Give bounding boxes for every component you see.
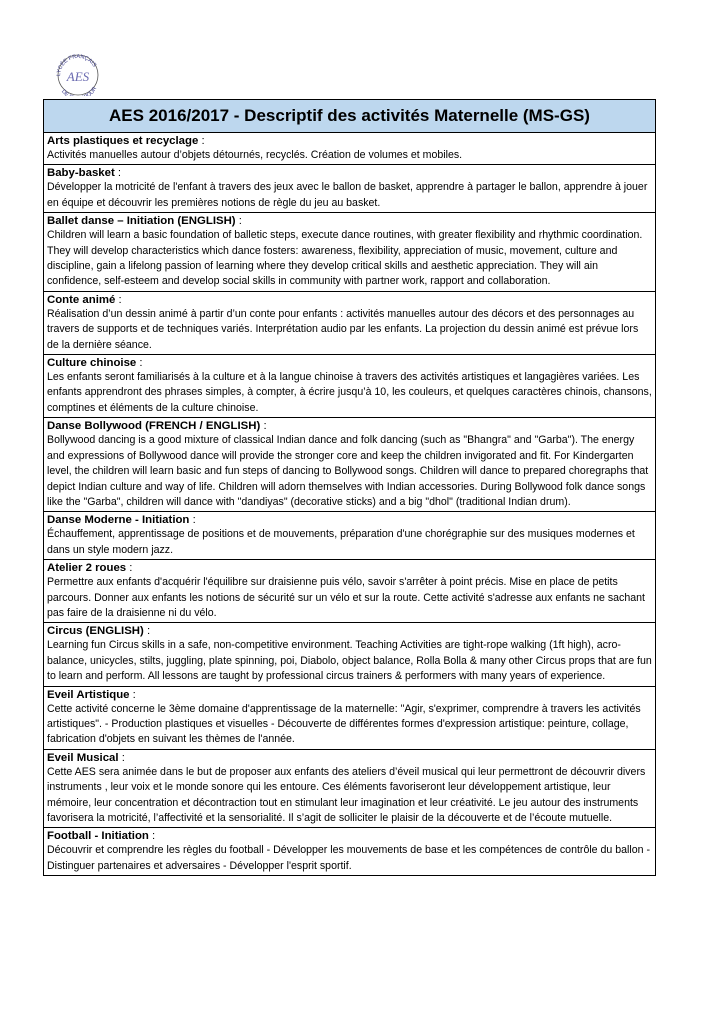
activity-row	[44, 133, 655, 165]
activity-row	[44, 418, 655, 512]
activity-name: Eveil Musical	[47, 751, 119, 764]
activity-colon: :	[235, 215, 242, 228]
logo-text-bottom: DE OUR	[59, 86, 99, 96]
activity-colon: :	[115, 293, 122, 306]
activity-row	[44, 355, 655, 418]
activity-title	[47, 751, 652, 765]
activity-description: Activités manuelles autour d’objets détournés, recyclés. Création de volumes et mobiles.	[47, 149, 463, 161]
activity-title	[47, 293, 652, 307]
activity-title	[47, 166, 652, 180]
activity-description: Permettre aux enfants d'acquérir l'équilibre sur draisienne puis vélo, savoir s'arrêter à point précis. Mise en place de petits parcours. Donner aux enfants les notions de sécurité sur un vélo et sur la route. Cette activité s'adresse aux enfants ne sachant pas faire de la draisienne ni du vélo.	[47, 576, 645, 619]
school-logo	[50, 50, 106, 96]
activity-title	[47, 134, 652, 148]
activity-row	[44, 292, 655, 355]
activity-name: Eveil Artistique	[47, 688, 130, 701]
activity-colon: :	[136, 357, 143, 370]
activity-row	[44, 560, 655, 623]
activity-title	[47, 356, 652, 370]
activity-row	[44, 512, 655, 560]
activity-description: Children will learn a basic foundation of balletic steps, execute dance routines, with greater flexibility and rhythmic coordination. They will develop characteristics which dance fosters: awareness, flexibility, appreciation of music, movement, culture and discipline, gain a lifelong passion of learning where they develop critical skills and aesthetic appreciation. They will ain confidence, self-esteem and develop social skills in community with partner work, rapport and collaboration.	[47, 229, 643, 288]
activity-row	[44, 750, 655, 829]
activity-title	[47, 561, 652, 575]
activity-description: Cette AES sera animée dans le but de proposer aux enfants des ateliers d’éveil musical qui leur permettront de découvrir divers instruments , leur voix et le monde sonore qui les entoure. Ces éléments favoriseront leur développement artistique, leur mémoire, leur concentration et décontraction tout en stimulant leur imagination et leur créativité. Le jeu autour des instruments favorisera la motricité, l’affectivité et la sensorialité. Il s’agit de solliciter le plaisir de la découverte et de l’écoute mutuelle.	[47, 765, 646, 824]
activity-description: Bollywood dancing is a good mixture of classical Indian dance and folk dancing (such as "Bhangra" and "Garba"). The energy and expressions of Bollywood dance will provide the stronger core and keep the children invigorated and fit. For Kindergarten level, the children will learn basic and fun steps of dancing to Bollywood songs. Children will dance to prepared choregraphs that depict Indian culture and way of life. Children will adorn themselves with Indian accessories. During Bollywood folk dance songs like the "Garba", children will dance with "dandiyas" (decorative sticks) and a big "dhol" (traditional Indian drum).	[47, 434, 649, 508]
activity-description: Les enfants seront familiarisés à la culture et à la langue chinoise à travers des activités artistiques et langagières variées. Les enfants apprendront des phrases simples, à compter, à écrire jusqu’à 10, les couleurs, et quelques caractères chinois, chansons, comptines et éléments de la culture chinoise.	[47, 371, 652, 414]
activity-row	[44, 623, 655, 686]
activity-row	[44, 828, 655, 875]
activity-colon: :	[148, 830, 156, 843]
activity-title	[47, 688, 652, 702]
activity-title	[47, 419, 652, 433]
activity-name: Football - Initiation	[47, 830, 149, 843]
activity-colon: :	[260, 420, 267, 433]
activity-row	[44, 165, 655, 213]
activity-description: Échauffement, apprentissage de positions et de mouvements, préparation d'une chorégraphie sur des musiques modernes et dans un style modern jazz.	[47, 528, 635, 556]
activity-name: Atelier 2 roues	[47, 562, 127, 575]
activity-description: Développer la motricité de l'enfant à travers des jeux avec le ballon de basket, apprendre à partager le ballon, apprendre à jouer en équipe et découvrir les premières notions de règle du jeu au basket.	[47, 181, 648, 209]
activity-name: Conte animé	[47, 293, 116, 306]
activity-description: Découvrir et comprendre les règles du football - Développer les mouvements de base et les compétences de contrôle du ballon - Distinguer partenaires et adversaires - Développer l'esprit sportif.	[47, 844, 650, 872]
activity-name: Baby-basket	[47, 167, 115, 180]
activity-row	[44, 213, 655, 292]
logo-monogram: AES	[66, 69, 90, 84]
activity-title	[47, 513, 652, 527]
activity-title	[47, 214, 652, 228]
activity-description: Cette activité concerne le 3ème domaine d'apprentissage de la maternelle: "Agir, s'exprimer, comprendre à travers les activités artistiques". - Production plastiques et visuelles - Découverte de différentes formes d'expression artistique: peinture, collage, fabrication d'objets en suivant les thèmes de l'année.	[47, 702, 641, 746]
activity-colon: :	[129, 688, 136, 701]
activity-name: Danse Bollywood (FRENCH / ENGLISH)	[47, 420, 261, 433]
activity-colon: :	[126, 562, 133, 575]
activity-title	[47, 624, 652, 638]
activity-name: Arts plastiques et recyclage	[47, 135, 199, 147]
activity-row	[44, 687, 655, 750]
activities-table	[43, 99, 656, 876]
logo-text-top: LYCÉE FRANÇAIS	[55, 53, 98, 77]
activity-description: Réalisation d’un dessin animé à partir d’un conte pour enfants : activités manuelles autour des décors et des personnages au travers de supports et de techniques variés. Interprétation audio par les enfants. La projection du dessin animé est prévue lors de la dernière séance.	[47, 307, 639, 351]
activity-name: Danse Moderne - Initiation	[47, 514, 190, 527]
activity-name: Circus (ENGLISH)	[47, 625, 144, 638]
page-title: AES 2016/2017 - Descriptif des activités Maternelle (MS-GS)	[44, 100, 655, 133]
activity-colon: :	[118, 751, 125, 764]
activity-description: Learning fun Circus skills in a safe, non-competitive environment. Teaching Activities are tight-rope walking (1ft high), acro-balance, unicycles, stilts, juggling, plate spinning, poi, Diabolo, object balance, Rolla Bolla & many other Circus props that are fun to learn and perform. All lessons are taught by professional circus trainers & performers with many years of experience.	[47, 639, 652, 683]
activity-name: Culture chinoise	[47, 357, 137, 370]
activity-name: Ballet danse – Initiation (ENGLISH)	[47, 215, 236, 228]
activity-colon: :	[114, 167, 122, 180]
activity-colon: :	[198, 135, 205, 147]
activity-colon: :	[143, 625, 151, 638]
activity-colon: :	[189, 514, 196, 527]
activity-title	[47, 829, 652, 843]
